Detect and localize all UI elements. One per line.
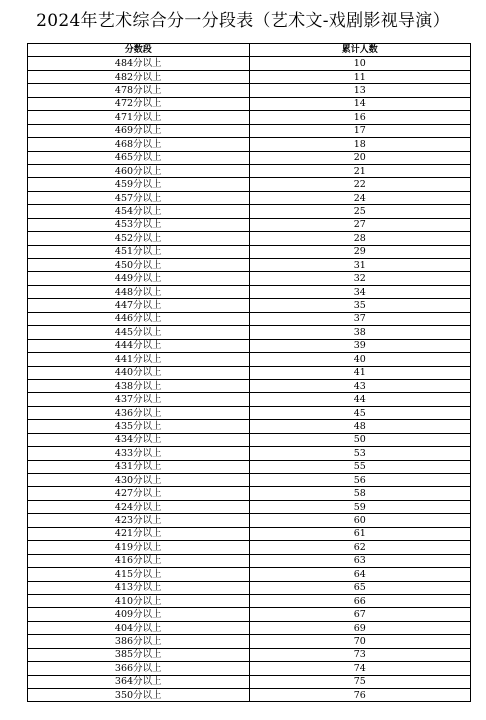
score-range-cell: 436分以上 bbox=[28, 406, 250, 419]
cumulative-count-cell: 40 bbox=[249, 353, 471, 366]
table-row bbox=[28, 353, 471, 366]
cumulative-count-cell: 21 bbox=[249, 164, 471, 177]
cumulative-count-cell: 58 bbox=[249, 487, 471, 500]
table-row bbox=[28, 621, 471, 634]
cumulative-count-cell: 64 bbox=[249, 568, 471, 581]
score-range-cell: 457分以上 bbox=[28, 191, 250, 204]
cumulative-count-cell: 29 bbox=[249, 245, 471, 258]
score-range-cell: 454分以上 bbox=[28, 205, 250, 218]
table-row bbox=[28, 138, 471, 151]
cumulative-count-cell: 24 bbox=[249, 191, 471, 204]
score-range-cell: 419分以上 bbox=[28, 541, 250, 554]
table-row bbox=[28, 541, 471, 554]
score-range-cell: 478分以上 bbox=[28, 84, 250, 97]
table-row bbox=[28, 232, 471, 245]
table-row bbox=[28, 379, 471, 392]
table-row bbox=[28, 205, 471, 218]
cumulative-count-cell: 32 bbox=[249, 272, 471, 285]
table-row bbox=[28, 500, 471, 513]
table-row bbox=[28, 84, 471, 97]
cumulative-count-cell: 63 bbox=[249, 554, 471, 567]
table-row bbox=[28, 635, 471, 648]
table-row bbox=[28, 568, 471, 581]
cumulative-count-cell: 74 bbox=[249, 662, 471, 675]
score-range-cell: 447分以上 bbox=[28, 299, 250, 312]
score-range-cell: 438分以上 bbox=[28, 379, 250, 392]
table-row bbox=[28, 299, 471, 312]
table-row bbox=[28, 662, 471, 675]
score-range-cell: 444分以上 bbox=[28, 339, 250, 352]
cumulative-count-cell: 14 bbox=[249, 97, 471, 110]
score-distribution-table bbox=[27, 43, 471, 702]
table-row bbox=[28, 406, 471, 419]
score-range-cell: 413分以上 bbox=[28, 581, 250, 594]
cumulative-count-cell: 62 bbox=[249, 541, 471, 554]
table-row bbox=[28, 245, 471, 258]
score-range-cell: 431分以上 bbox=[28, 460, 250, 473]
table-row bbox=[28, 420, 471, 433]
score-range-cell: 385分以上 bbox=[28, 648, 250, 661]
cumulative-count-cell: 11 bbox=[249, 70, 471, 83]
score-range-cell: 451分以上 bbox=[28, 245, 250, 258]
table-row bbox=[28, 675, 471, 688]
table-row bbox=[28, 312, 471, 325]
score-range-cell: 471分以上 bbox=[28, 111, 250, 124]
score-range-cell: 468分以上 bbox=[28, 138, 250, 151]
cumulative-count-cell: 45 bbox=[249, 406, 471, 419]
score-range-cell: 434分以上 bbox=[28, 433, 250, 446]
cumulative-count-cell: 20 bbox=[249, 151, 471, 164]
header-row bbox=[28, 44, 471, 57]
score-range-cell: 452分以上 bbox=[28, 232, 250, 245]
table-row bbox=[28, 366, 471, 379]
table-row bbox=[28, 285, 471, 298]
table-row bbox=[28, 474, 471, 487]
table-row bbox=[28, 608, 471, 621]
cumulative-count-cell: 10 bbox=[249, 57, 471, 70]
cumulative-count-cell: 67 bbox=[249, 608, 471, 621]
cumulative-count-cell: 39 bbox=[249, 339, 471, 352]
score-range-cell: 448分以上 bbox=[28, 285, 250, 298]
cumulative-count-cell: 53 bbox=[249, 447, 471, 460]
cumulative-count-cell: 69 bbox=[249, 621, 471, 634]
score-range-cell: 410分以上 bbox=[28, 594, 250, 607]
table-row bbox=[28, 111, 471, 124]
score-range-cell: 465分以上 bbox=[28, 151, 250, 164]
score-range-cell: 469分以上 bbox=[28, 124, 250, 137]
table-row bbox=[28, 689, 471, 702]
score-range-cell: 366分以上 bbox=[28, 662, 250, 675]
table-row bbox=[28, 594, 471, 607]
cumulative-count-cell: 38 bbox=[249, 326, 471, 339]
score-range-cell: 440分以上 bbox=[28, 366, 250, 379]
cumulative-count-cell: 43 bbox=[249, 379, 471, 392]
score-range-cell: 441分以上 bbox=[28, 353, 250, 366]
table-row bbox=[28, 178, 471, 191]
table-row bbox=[28, 164, 471, 177]
cumulative-count-cell: 50 bbox=[249, 433, 471, 446]
score-range-cell: 404分以上 bbox=[28, 621, 250, 634]
table-row bbox=[28, 433, 471, 446]
score-range-cell: 416分以上 bbox=[28, 554, 250, 567]
cumulative-count-cell: 55 bbox=[249, 460, 471, 473]
score-range-cell: 386分以上 bbox=[28, 635, 250, 648]
table-row bbox=[28, 70, 471, 83]
cumulative-count-cell: 18 bbox=[249, 138, 471, 151]
score-range-cell: 484分以上 bbox=[28, 57, 250, 70]
table-row bbox=[28, 151, 471, 164]
table-row bbox=[28, 447, 471, 460]
cumulative-count-cell: 37 bbox=[249, 312, 471, 325]
score-range-cell: 437分以上 bbox=[28, 393, 250, 406]
cumulative-count-cell: 48 bbox=[249, 420, 471, 433]
score-range-cell: 423分以上 bbox=[28, 514, 250, 527]
cumulative-count-cell: 22 bbox=[249, 178, 471, 191]
cumulative-count-cell: 16 bbox=[249, 111, 471, 124]
cumulative-count-cell: 44 bbox=[249, 393, 471, 406]
cumulative-count-cell: 31 bbox=[249, 259, 471, 272]
score-range-cell: 472分以上 bbox=[28, 97, 250, 110]
table-row bbox=[28, 460, 471, 473]
cumulative-count-cell: 70 bbox=[249, 635, 471, 648]
table-row bbox=[28, 487, 471, 500]
score-range-cell: 435分以上 bbox=[28, 420, 250, 433]
table-row bbox=[28, 259, 471, 272]
cumulative-count-cell: 27 bbox=[249, 218, 471, 231]
cumulative-count-cell: 65 bbox=[249, 581, 471, 594]
score-range-cell: 459分以上 bbox=[28, 178, 250, 191]
cumulative-count-cell: 60 bbox=[249, 514, 471, 527]
table-row bbox=[28, 514, 471, 527]
score-range-cell: 450分以上 bbox=[28, 259, 250, 272]
score-range-cell: 449分以上 bbox=[28, 272, 250, 285]
cumulative-count-cell: 28 bbox=[249, 232, 471, 245]
column-header-score-range: 分数段 bbox=[28, 44, 250, 57]
cumulative-count-cell: 76 bbox=[249, 689, 471, 702]
cumulative-count-cell: 56 bbox=[249, 474, 471, 487]
table-row bbox=[28, 393, 471, 406]
table-row bbox=[28, 124, 471, 137]
table-row bbox=[28, 57, 471, 70]
score-range-cell: 445分以上 bbox=[28, 326, 250, 339]
table-row bbox=[28, 554, 471, 567]
score-range-cell: 350分以上 bbox=[28, 689, 250, 702]
page-title: 2024年艺术综合分一分段表（艺术文-戏剧影视导演） bbox=[36, 11, 450, 31]
score-range-cell: 446分以上 bbox=[28, 312, 250, 325]
cumulative-count-cell: 25 bbox=[249, 205, 471, 218]
table-row bbox=[28, 648, 471, 661]
table-row bbox=[28, 339, 471, 352]
table-body bbox=[28, 57, 471, 702]
score-range-cell: 424分以上 bbox=[28, 500, 250, 513]
score-range-cell: 415分以上 bbox=[28, 568, 250, 581]
score-range-cell: 421分以上 bbox=[28, 527, 250, 540]
cumulative-count-cell: 61 bbox=[249, 527, 471, 540]
table-header bbox=[28, 44, 471, 57]
table-row bbox=[28, 191, 471, 204]
score-range-cell: 453分以上 bbox=[28, 218, 250, 231]
score-range-cell: 409分以上 bbox=[28, 608, 250, 621]
table-row bbox=[28, 218, 471, 231]
score-range-cell: 430分以上 bbox=[28, 474, 250, 487]
score-range-cell: 482分以上 bbox=[28, 70, 250, 83]
table-row bbox=[28, 272, 471, 285]
table-row bbox=[28, 326, 471, 339]
cumulative-count-cell: 13 bbox=[249, 84, 471, 97]
cumulative-count-cell: 17 bbox=[249, 124, 471, 137]
cumulative-count-cell: 34 bbox=[249, 285, 471, 298]
score-range-cell: 427分以上 bbox=[28, 487, 250, 500]
cumulative-count-cell: 41 bbox=[249, 366, 471, 379]
cumulative-count-cell: 66 bbox=[249, 594, 471, 607]
table-row bbox=[28, 527, 471, 540]
score-range-cell: 460分以上 bbox=[28, 164, 250, 177]
table-row bbox=[28, 97, 471, 110]
cumulative-count-cell: 73 bbox=[249, 648, 471, 661]
score-range-cell: 364分以上 bbox=[28, 675, 250, 688]
cumulative-count-cell: 59 bbox=[249, 500, 471, 513]
table-row bbox=[28, 581, 471, 594]
cumulative-count-cell: 75 bbox=[249, 675, 471, 688]
column-header-cumulative-count: 累计人数 bbox=[249, 44, 471, 57]
cumulative-count-cell: 35 bbox=[249, 299, 471, 312]
score-range-cell: 433分以上 bbox=[28, 447, 250, 460]
